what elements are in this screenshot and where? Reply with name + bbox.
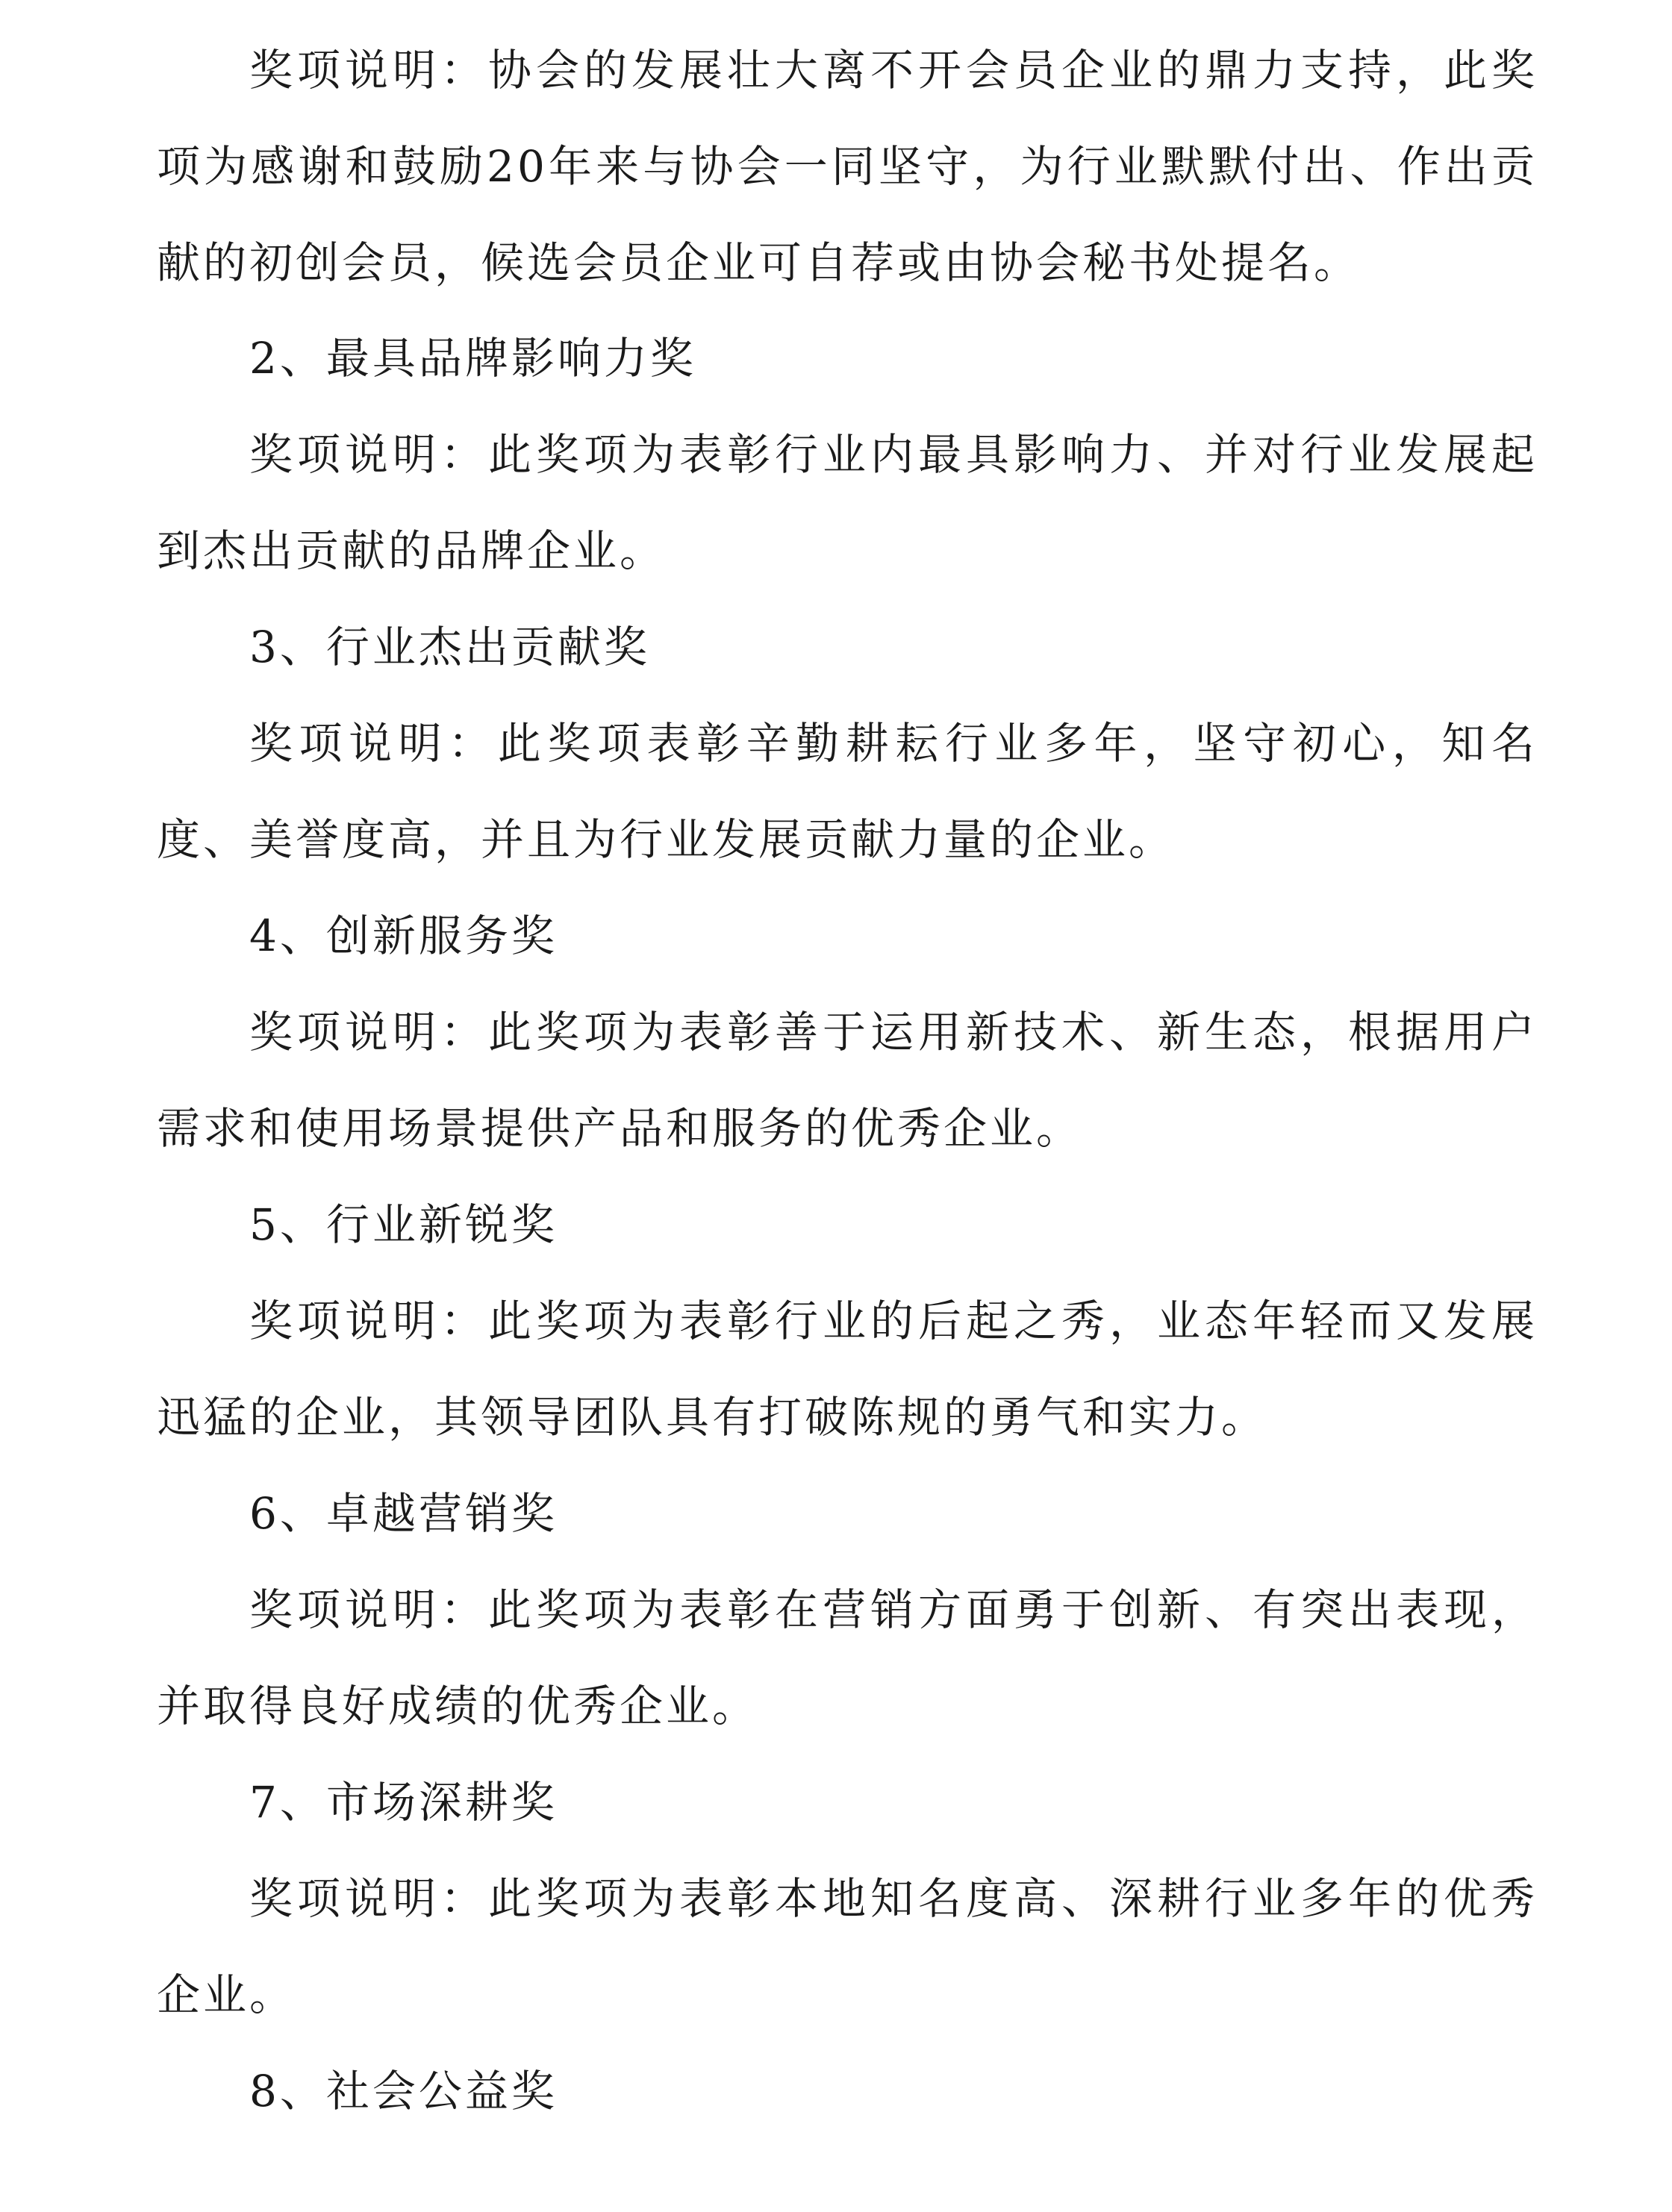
award-heading-outstanding-contribution: 3、行业杰出贡献奖: [249, 622, 650, 672]
award-description-marketing-excellence: 奖项说明：此奖项为表彰在营销方面勇于创新、有突出表现，并取得良好成绩的优秀企业。: [157, 1584, 1538, 1731]
award-description-market-cultivation: 奖项说明：此奖项为表彰本地知名度高、深耕行业多年的优秀企业。: [157, 1873, 1538, 2020]
award-heading-innovative-service: 4、创新服务奖: [249, 910, 558, 961]
award-description-rising-star: 奖项说明：此奖项为表彰行业的后起之秀，业态年轻而又发展迅猛的企业，其领导团队具有打破陈规的勇气和实力。: [157, 1296, 1538, 1443]
award-description-outstanding-contribution: 奖项说明：此奖项表彰辛勤耕耘行业多年，坚守初心，知名度、美誉度高，并且为行业发展贡献力量的企业。: [157, 718, 1538, 865]
award-description-brand-influence: 奖项说明：此奖项为表彰行业内最具影响力、并对行业发展起到杰出贡献的品牌企业。: [157, 429, 1538, 576]
award-heading-market-cultivation: 7、市场深耕奖: [249, 1777, 558, 1828]
award-heading-brand-influence: 2、最具品牌影响力奖: [249, 333, 696, 384]
award-heading-marketing-excellence: 6、卓越营销奖: [249, 1488, 558, 1539]
award-heading-social-welfare: 8、社会公益奖: [249, 2066, 558, 2116]
award-description-founding-member: 奖项说明：协会的发展壮大离不开会员企业的鼎力支持，此奖项为感谢和鼓励20年来与协会一同坚守，为行业默默付出、作出贡献的初创会员，候选会员企业可自荐或由协会秘书处提名。: [157, 45, 1538, 288]
award-heading-rising-star: 5、行业新锐奖: [249, 1199, 558, 1250]
award-description-innovative-service: 奖项说明：此奖项为表彰善于运用新技术、新生态，根据用户需求和使用场景提供产品和服务的优秀企业。: [157, 1007, 1538, 1154]
